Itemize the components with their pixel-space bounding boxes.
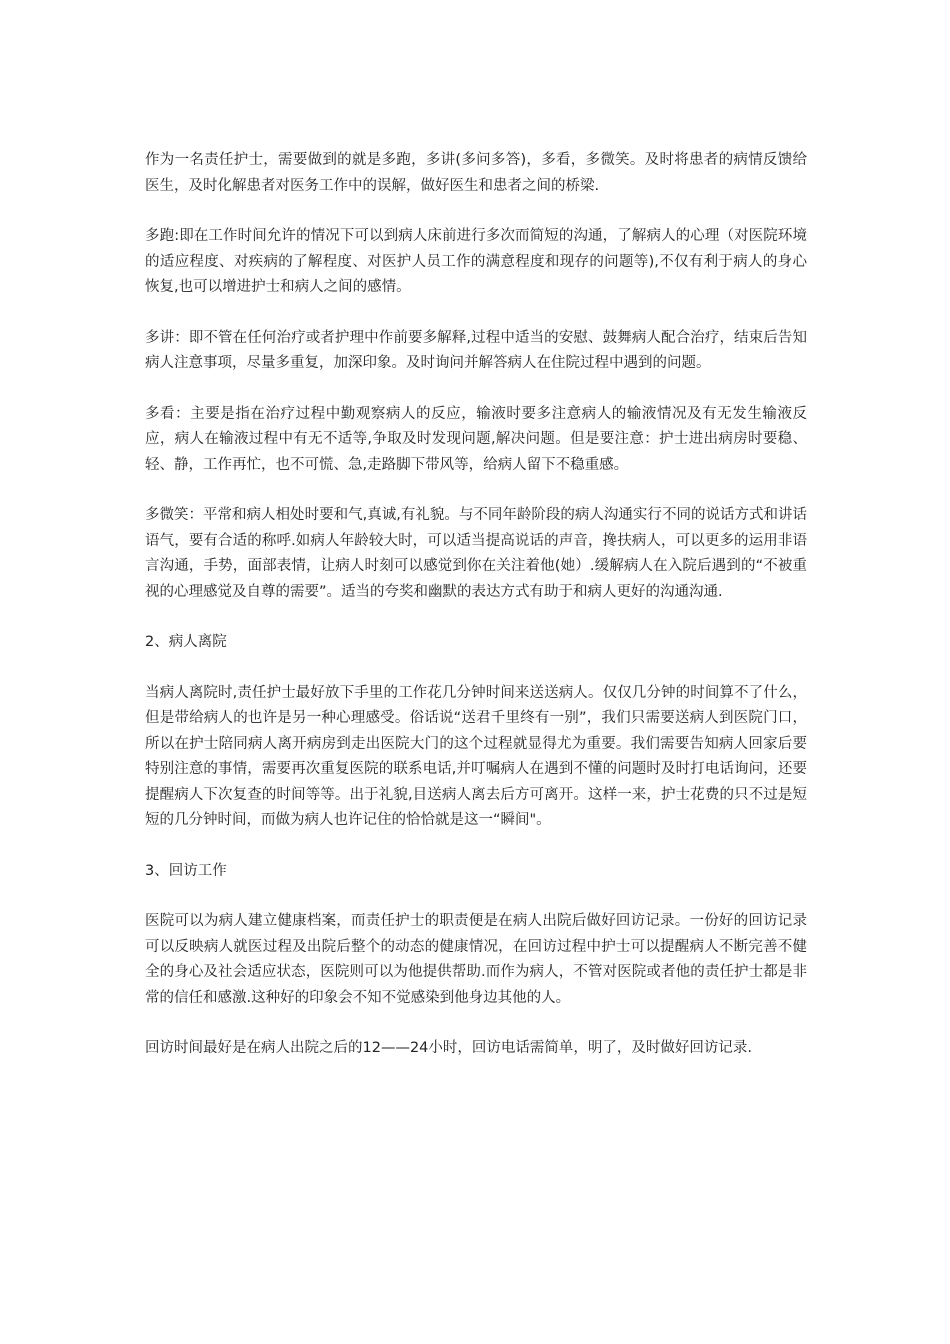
paragraph-duopao: 多跑:即在工作时间允许的情况下可以到病人床前进行多次而简短的沟通，了解病人的心理（对医院环境的适应程度、对疾病的了解程度、对医护人员工作的满意程度和现存的问题等),不仅有利于病人的身心恢复,也可以增进护士和病人之间的感情。 xyxy=(145,228,807,295)
paragraph-duojiang: 多讲：即不管在任何治疗或者护理中作前要多解释,过程中适当的安慰、鼓舞病人配合治疗，结束后告知病人注意事项，尽量多重复，加深印象。及时询问并解答病人在住院过程中遇到的问题。 xyxy=(145,329,807,371)
paragraph-discharge: 当病人离院时,责任护士最好放下手里的工作花几分钟时间来送送病人。仅仅几分钟的时间算不了什么，但是带给病人的也许是另一种心理感受。俗话说“送君千里终有一别”，我们只需要送病人到医院门口，所以在护士陪同病人离开病房到走出医院大门的这个过程就显得尤为重要。我们需要告知病人回家后要特别注意的事情，需要再次重复医院的联系电话,并叮嘱病人在遇到不懂的问题时及时打电话询问，还要提醒病人下次复查的时间等等。出于礼貌,目送病人离去后方可离开。这样一来，护士花费的只不过是短短的几分钟时间，而做为病人也许记住的恰恰就是这一“瞬间"。 xyxy=(145,684,807,828)
paragraph-followup-time: 回访时间最好是在病人出院之后的12——24小时，回访电话需简单，明了，及时做好回访记录. xyxy=(145,1040,753,1056)
section-heading-discharge: 2、病人离院 xyxy=(145,634,227,650)
paragraph-followup: 医院可以为病人建立健康档案，而责任护士的职责便是在病人出院后做好回访记录。一份好的回访记录可以反映病人就医过程及出院后整个的动态的健康情况，在回访过程中护士可以提醒病人不断完善不健全的身心及社会适应状态，医院则可以为他提供帮助.而作为病人，不管对医院或者他的责任护士都是非常的信任和感激.这种好的印象会不知不觉感染到他身边其他的人。 xyxy=(145,913,807,1006)
paragraph-duokan: 多看：主要是指在治疗过程中勤观察病人的反应，输液时要多注意病人的输液情况及有无发生输液反应，病人在输液过程中有无不适等,争取及时发现问题,解决问题。但是要注意：护士进出病房时要稳、轻、静，工作再忙，也不可慌、急,走路脚下带风等，给病人留下不稳重感。 xyxy=(145,405,807,473)
section-heading-followup: 3、回访工作 xyxy=(145,862,227,879)
paragraph-intro: 作为一名责任护士，需要做到的就是多跑，多讲(多问多答)，多看，多微笑。及时将患者的病情反馈给医生，及时化解患者对医务工作中的误解，做好医生和患者之间的桥梁. xyxy=(145,152,807,194)
paragraph-duoweixiao: 多微笑：平常和病人相处时要和气,真诚,有礼貌。与不同年龄阶段的病人沟通实行不同的说话方式和讲话语气，要有合适的称呼.如病人年龄较大时，可以适当提高说话的声音，搀扶病人，可以更多的运用非语言沟通，手势，面部表情，让病人时刻可以感觉到你在关注着他(她）.缓解病人在入院后遇到的“不被重视的心理感觉及自尊的需要”。适当的夸奖和幽默的表达方式有助于和病人更好的沟通沟通. xyxy=(145,507,807,600)
document-body xyxy=(145,148,807,1087)
